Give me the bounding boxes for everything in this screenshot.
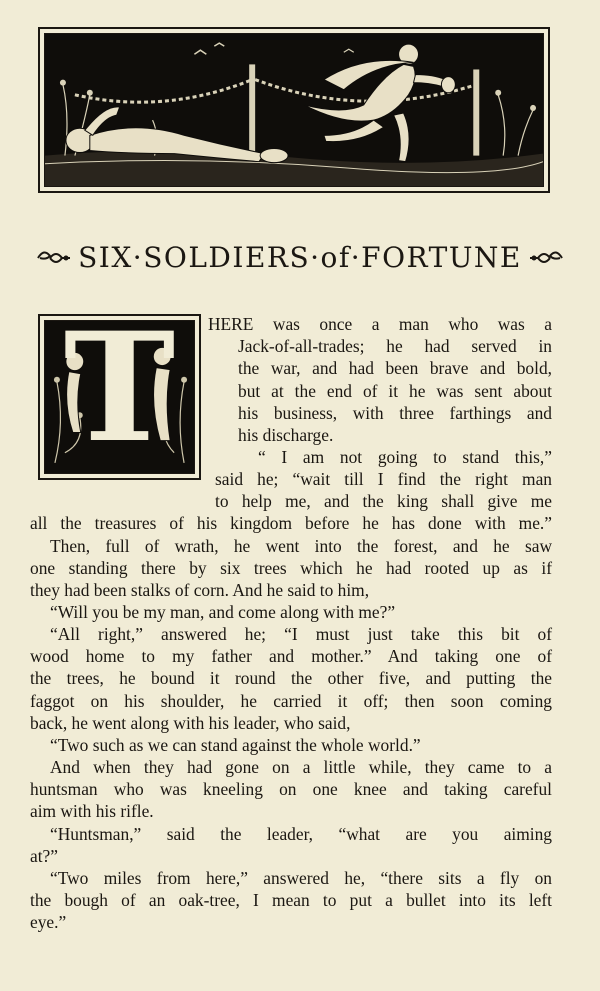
headpiece-illustration [38, 27, 550, 193]
chapter-title: SIX·SOLDIERS·of·FORTUNE [78, 241, 522, 274]
text-line: Jack-of-all-trades; he had served in [238, 336, 552, 356]
text-line: but at the end of it he was sent about [238, 381, 552, 401]
text-line: “ I am not going to stand this,” [258, 447, 552, 467]
text-line: huntsman who was kneeling on one knee and taking careful [30, 779, 552, 799]
text-line: the war, and had been brave and bold, [238, 358, 552, 378]
text-line: eye.” [30, 912, 67, 932]
right-ornament-icon [528, 246, 564, 270]
text-line: “Two such as we can stand against the whole world.” [50, 735, 421, 755]
initial-capital [38, 314, 201, 480]
initial-capital-engraving [44, 320, 195, 474]
text-line: wood home to my father and mother.” And taking one of [30, 646, 552, 666]
text-line: to help me, and the king shall give me [215, 491, 552, 511]
text-line: his business, with three farthings and [238, 403, 552, 423]
headpiece-art [45, 34, 543, 186]
text-line: back, he went along with his leader, who said, [30, 713, 351, 733]
text-line: “Will you be my man, and come along with me?” [50, 602, 396, 622]
text-line: “All right,” answered he; “I must just take this bit of [50, 624, 552, 644]
text-line: faggot on his shoulder, he carried it off; then soon coming [30, 691, 552, 711]
left-ornament-icon [36, 246, 72, 270]
text-line: all the treasures of his kingdom before he has done with me.” [30, 513, 552, 533]
text-line: one standing there by six trees which he had rooted up as if [30, 558, 552, 578]
headpiece-engraving [44, 33, 544, 187]
text-line: HERE was once a man who was a [208, 314, 552, 334]
text-line: And when they had gone on a little while, they came to a [50, 757, 552, 777]
initial-letter-t: T [63, 320, 176, 474]
text-line: Then, full of wrath, he went into the forest, and he saw [50, 536, 552, 556]
text-line: at?” [30, 846, 58, 866]
text-line: they had been stalks of corn. And he said to him, [30, 580, 370, 600]
text-line: “Huntsman,” said the leader, “what are you aiming [50, 824, 552, 844]
chapter-title-row [30, 238, 570, 278]
text-line: said he; “wait till I find the right man [215, 469, 552, 489]
text-line: the trees, he bound it round the other five, and putting the [30, 668, 552, 688]
text-line: aim with his rifle. [30, 801, 154, 821]
text-line: “Two miles from here,” answered he, “there sits a fly on [50, 868, 552, 888]
text-line: the bough of an oak-tree, I mean to put a bullet into its left [30, 890, 552, 910]
text-line: his discharge. [238, 425, 334, 445]
